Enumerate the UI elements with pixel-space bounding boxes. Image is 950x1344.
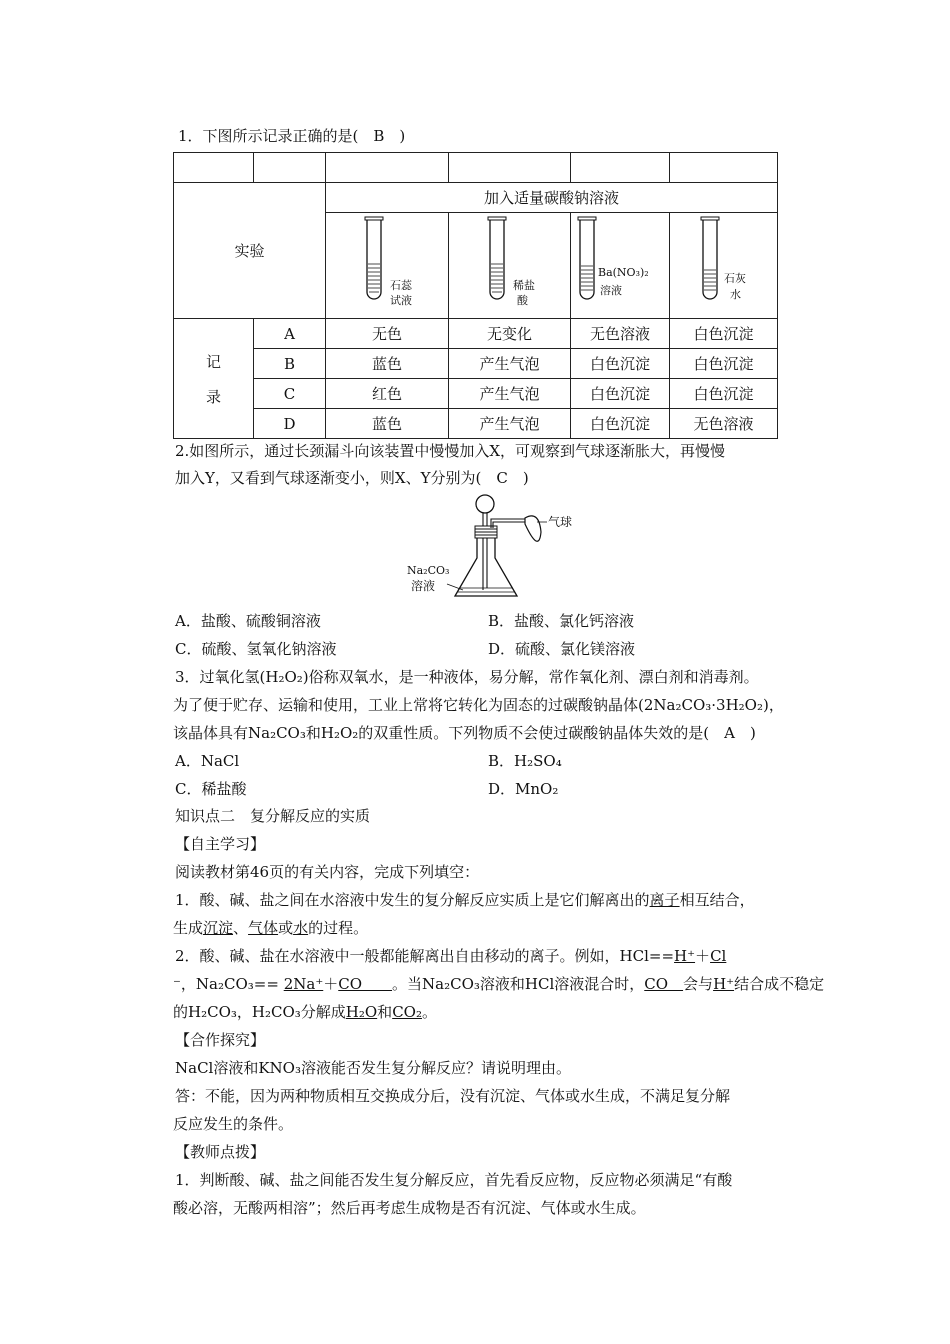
experiment-label: 实验 bbox=[174, 183, 326, 319]
q2-stem-line2: 加入Y，又看到气球逐渐变小，则X、Y分别为( C ) bbox=[175, 469, 529, 487]
teacher-point-line1: 1．判断酸、碱、盐之间能否发生复分解反应，首先看反应物，反应物必须满足“有酸 bbox=[175, 1171, 733, 1189]
blank-answer: CO₂ bbox=[392, 1003, 422, 1021]
fill-paragraph-2-line1: 2．酸、碱、盐在水溶液中一般都能解离出自由移动的离子。例如，HCl==H⁺＋Cl bbox=[175, 947, 727, 965]
coop-question: NaCl溶液和KNO₃溶液能否发生复分解反应？请说明理由。 bbox=[175, 1059, 571, 1077]
blank-answer: H⁺ bbox=[674, 947, 696, 965]
tube-cell-2 bbox=[449, 213, 571, 319]
svg-text:Ba(NO₃)₂: Ba(NO₃)₂ bbox=[598, 265, 649, 279]
section-title: 知识点二 复分解反应的实质 bbox=[175, 807, 371, 825]
q2-option-b: B．盐酸、氯化钙溶液 bbox=[488, 612, 635, 630]
record-label: 记 录 bbox=[174, 319, 254, 439]
teacher-heading: 【教师点拨】 bbox=[175, 1143, 266, 1161]
svg-text:酸: 酸 bbox=[516, 293, 528, 307]
tube-cell-1 bbox=[326, 213, 449, 319]
q3-line3: 该晶体具有Na₂CO₃和H₂O₂的双重性质。下列物质不会使过碳酸钠晶体失效的是( A ) bbox=[173, 724, 756, 742]
flask-apparatus-diagram bbox=[405, 492, 585, 604]
blank-answer: 水 bbox=[293, 919, 309, 937]
svg-text:Na₂CO₃: Na₂CO₃ bbox=[407, 564, 450, 577]
q1-stem: 1．下图所示记录正确的是( B ) bbox=[178, 127, 406, 145]
svg-text:气球: 气球 bbox=[548, 515, 573, 529]
blank-answer: H₂O bbox=[345, 1003, 378, 1021]
blank-answer: H⁺ bbox=[713, 975, 735, 993]
coop-answer-line2: 反应发生的条件。 bbox=[173, 1115, 294, 1133]
svg-text:溶液: 溶液 bbox=[411, 579, 436, 593]
self-study-heading: 【自主学习】 bbox=[175, 835, 266, 853]
coop-heading: 【合作探究】 bbox=[175, 1031, 266, 1049]
test-tube-icon bbox=[572, 214, 668, 314]
test-tube-icon bbox=[674, 214, 774, 314]
table-row: D 蓝色 产生气泡 白色沉淀 无色溶液 bbox=[174, 409, 778, 439]
q3-option-c: C．稀盐酸 bbox=[175, 780, 247, 798]
svg-text:溶液: 溶液 bbox=[600, 283, 622, 297]
svg-text:石灰: 石灰 bbox=[723, 271, 746, 285]
q3-line1: 3．过氧化氢(H₂O₂)俗称双氧水，是一种液体，易分解，常作氧化剂、漂白剂和消毒剂。 bbox=[175, 668, 759, 686]
fill-paragraph-2-line2: ⁻，Na₂CO₃== 2Na⁺＋CO 。当Na₂CO₃溶液和HCl溶液混合时，CO 会与H⁺结合成不稳定 bbox=[173, 975, 825, 993]
blank-answer: 沉淀 bbox=[203, 919, 234, 937]
svg-text:稀盐: 稀盐 bbox=[512, 278, 535, 292]
test-tube-icon bbox=[332, 214, 442, 314]
tube-cell-4 bbox=[670, 213, 778, 319]
blank-answer: 2Na⁺ bbox=[283, 975, 324, 993]
q3-option-d: D．MnO₂ bbox=[488, 780, 559, 798]
q2-option-a: A．盐酸、硫酸铜溶液 bbox=[175, 612, 321, 630]
blank-answer: Cl bbox=[710, 947, 727, 965]
fill-paragraph-1-line1: 1．酸、碱、盐之间在水溶液中发生的复分解反应实质上是它们解离出的离子相互结合， bbox=[175, 891, 755, 909]
q3-option-b: B．H₂SO₄ bbox=[488, 752, 562, 770]
header-top: 加入适量碳酸钠溶液 bbox=[326, 183, 778, 213]
record-table bbox=[173, 152, 778, 439]
fill-paragraph-1-line2: 生成沉淀、气体或水的过程。 bbox=[173, 919, 369, 937]
table-row: 记 录 A 无色 无变化 无色溶液 白色沉淀 bbox=[174, 319, 778, 349]
svg-text:石蕊: 石蕊 bbox=[390, 278, 412, 292]
blank-answer: CO bbox=[338, 975, 393, 993]
svg-text:水: 水 bbox=[729, 287, 741, 301]
svg-text:试液: 试液 bbox=[390, 293, 412, 307]
table-row: B 蓝色 产生气泡 白色沉淀 白色沉淀 bbox=[174, 349, 778, 379]
q2-stem-line1: 2.如图所示，通过长颈漏斗向该装置中慢慢加入X，可观察到气球逐渐胀大，再慢慢 bbox=[175, 442, 725, 460]
intro-text: 阅读教材第46页的有关内容，完成下列填空： bbox=[175, 863, 480, 881]
q2-option-d: D．硫酸、氯化镁溶液 bbox=[488, 640, 636, 658]
tube-cell-3 bbox=[571, 213, 670, 319]
table-row: C 红色 产生气泡 白色沉淀 白色沉淀 bbox=[174, 379, 778, 409]
blank-answer: 离子 bbox=[649, 891, 680, 909]
coop-answer-line1: 答：不能，因为两种物质相互交换成分后，没有沉淀、气体或水生成，不满足复分解 bbox=[175, 1087, 731, 1105]
q3-option-a: A．NaCl bbox=[175, 752, 240, 770]
q3-line2: 为了便于贮存、运输和使用，工业上常将它转化为固态的过碳酸钠晶体(2Na₂CO₃·3H₂O₂)， bbox=[173, 696, 784, 714]
blank-answer: CO bbox=[644, 975, 684, 993]
teacher-point-line2: 酸必溶，无酸两相溶”；然后再考虑生成物是否有沉淀、气体或水生成。 bbox=[173, 1199, 646, 1217]
fill-paragraph-2-line3: 的H₂CO₃，H₂CO₃分解成H₂O和CO₂。 bbox=[173, 1003, 437, 1021]
table-blank-row bbox=[174, 153, 778, 183]
test-tube-icon bbox=[455, 214, 565, 314]
blank-answer: 气体 bbox=[248, 919, 279, 937]
q2-option-c: C．硫酸、氢氧化钠溶液 bbox=[175, 640, 337, 658]
